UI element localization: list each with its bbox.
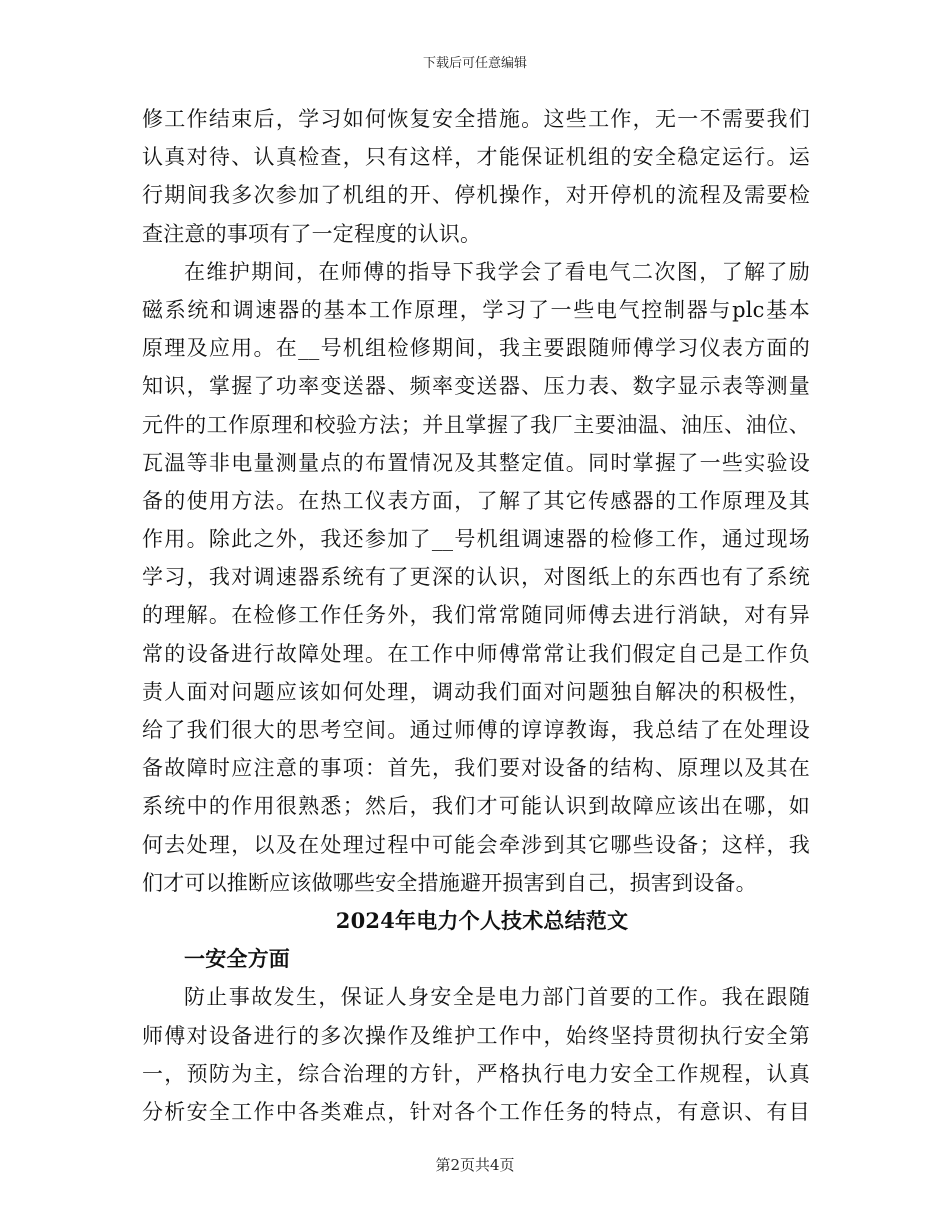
text-line: 何去处理，以及在处理过程中可能会牵涉到其它哪些设备；这样，我 (142, 832, 810, 857)
paragraph-first-line: 在维护期间，在师傅的指导下我学会了看电气二次图，了解了励 (184, 259, 810, 284)
text-line: 备故障时应注意的事项：首先，我们要对设备的结构、原理以及其在 (142, 756, 810, 781)
text-line: 一，预防为主，综合治理的方针，严格执行电力安全工作规程，认真 (142, 1061, 810, 1086)
paragraph-first-line: 防止事故发生，保证人身安全是电力部门首要的工作。我在跟随 (184, 985, 810, 1010)
section-heading: 一安全方面 (184, 946, 290, 972)
text-line: 学习，我对调速器系统有了更深的认识，对图纸上的东西也有了系统 (142, 565, 810, 590)
text-line: 查注意的事项有了一定程度的认识。 (142, 221, 482, 246)
text-line: 行期间我多次参加了机组的开、停机操作，对开停机的流程及需要检 (142, 183, 810, 208)
document-body (142, 100, 810, 1131)
text-line: 修工作结束后，学习如何恢复安全措施。这些工作，无一不需要我们 (142, 107, 810, 131)
text-line: 磁系统和调速器的基本工作原理，学习了一些电气控制器与plc基本 (142, 297, 810, 322)
text-line: 们才可以推断应该做哪些安全措施避开损害到自己，损害到设备。 (142, 870, 757, 895)
text-line: 分析安全工作中各类难点，针对各个工作任务的特点，有意识、有目 (142, 1099, 810, 1124)
text-line: 原理及应用。在__号机组检修期间，我主要跟随师傅学习仪表方面的 (142, 336, 810, 361)
text-line: 知识，掌握了功率变送器、频率变送器、压力表、数字显示表等测量 (142, 374, 810, 399)
text-line: 系统中的作用很熟悉；然后，我们才可能认识到故障应该出在哪，如 (142, 794, 810, 819)
text-line: 备的使用方法。在热工仪表方面，了解了其它传感器的工作原理及其 (142, 488, 810, 513)
text-line: 给了我们很大的思考空间。通过师傅的谆谆教诲，我总结了在处理设 (142, 718, 810, 742)
text-line: 瓦温等非电量测量点的布置情况及其整定值。同时掌握了一些实验设 (142, 450, 810, 475)
page-footer: 第2页共4页 (435, 1156, 515, 1174)
text-line: 责人面对问题应该如何处理，调动我们面对问题独自解决的积极性， (142, 679, 810, 704)
text-line: 元件的工作原理和校验方法；并且掌握了我厂主要油温、油压、油位、 (142, 412, 810, 437)
text-line: 认真对待、认真检查，只有这样，才能保证机组的安全稳定运行。运 (142, 145, 810, 170)
page-header: 下载后可任意编辑 (422, 56, 527, 71)
text-line: 常的设备进行故障处理。在工作中师傅常常让我们假定自己是工作负 (142, 641, 810, 666)
section-title: 2024年电力个人技术总结范文 (335, 907, 629, 933)
text-line: 作用。除此之外，我还参加了__号机组调速器的检修工作，通过现场 (142, 527, 810, 552)
text-line: 的理解。在检修工作任务外，我们常常随同师傅去进行消缺，对有异 (142, 603, 810, 628)
text-line: 师傅对设备进行的多次操作及维护工作中，始终坚持贯彻执行安全第 (142, 1023, 810, 1048)
